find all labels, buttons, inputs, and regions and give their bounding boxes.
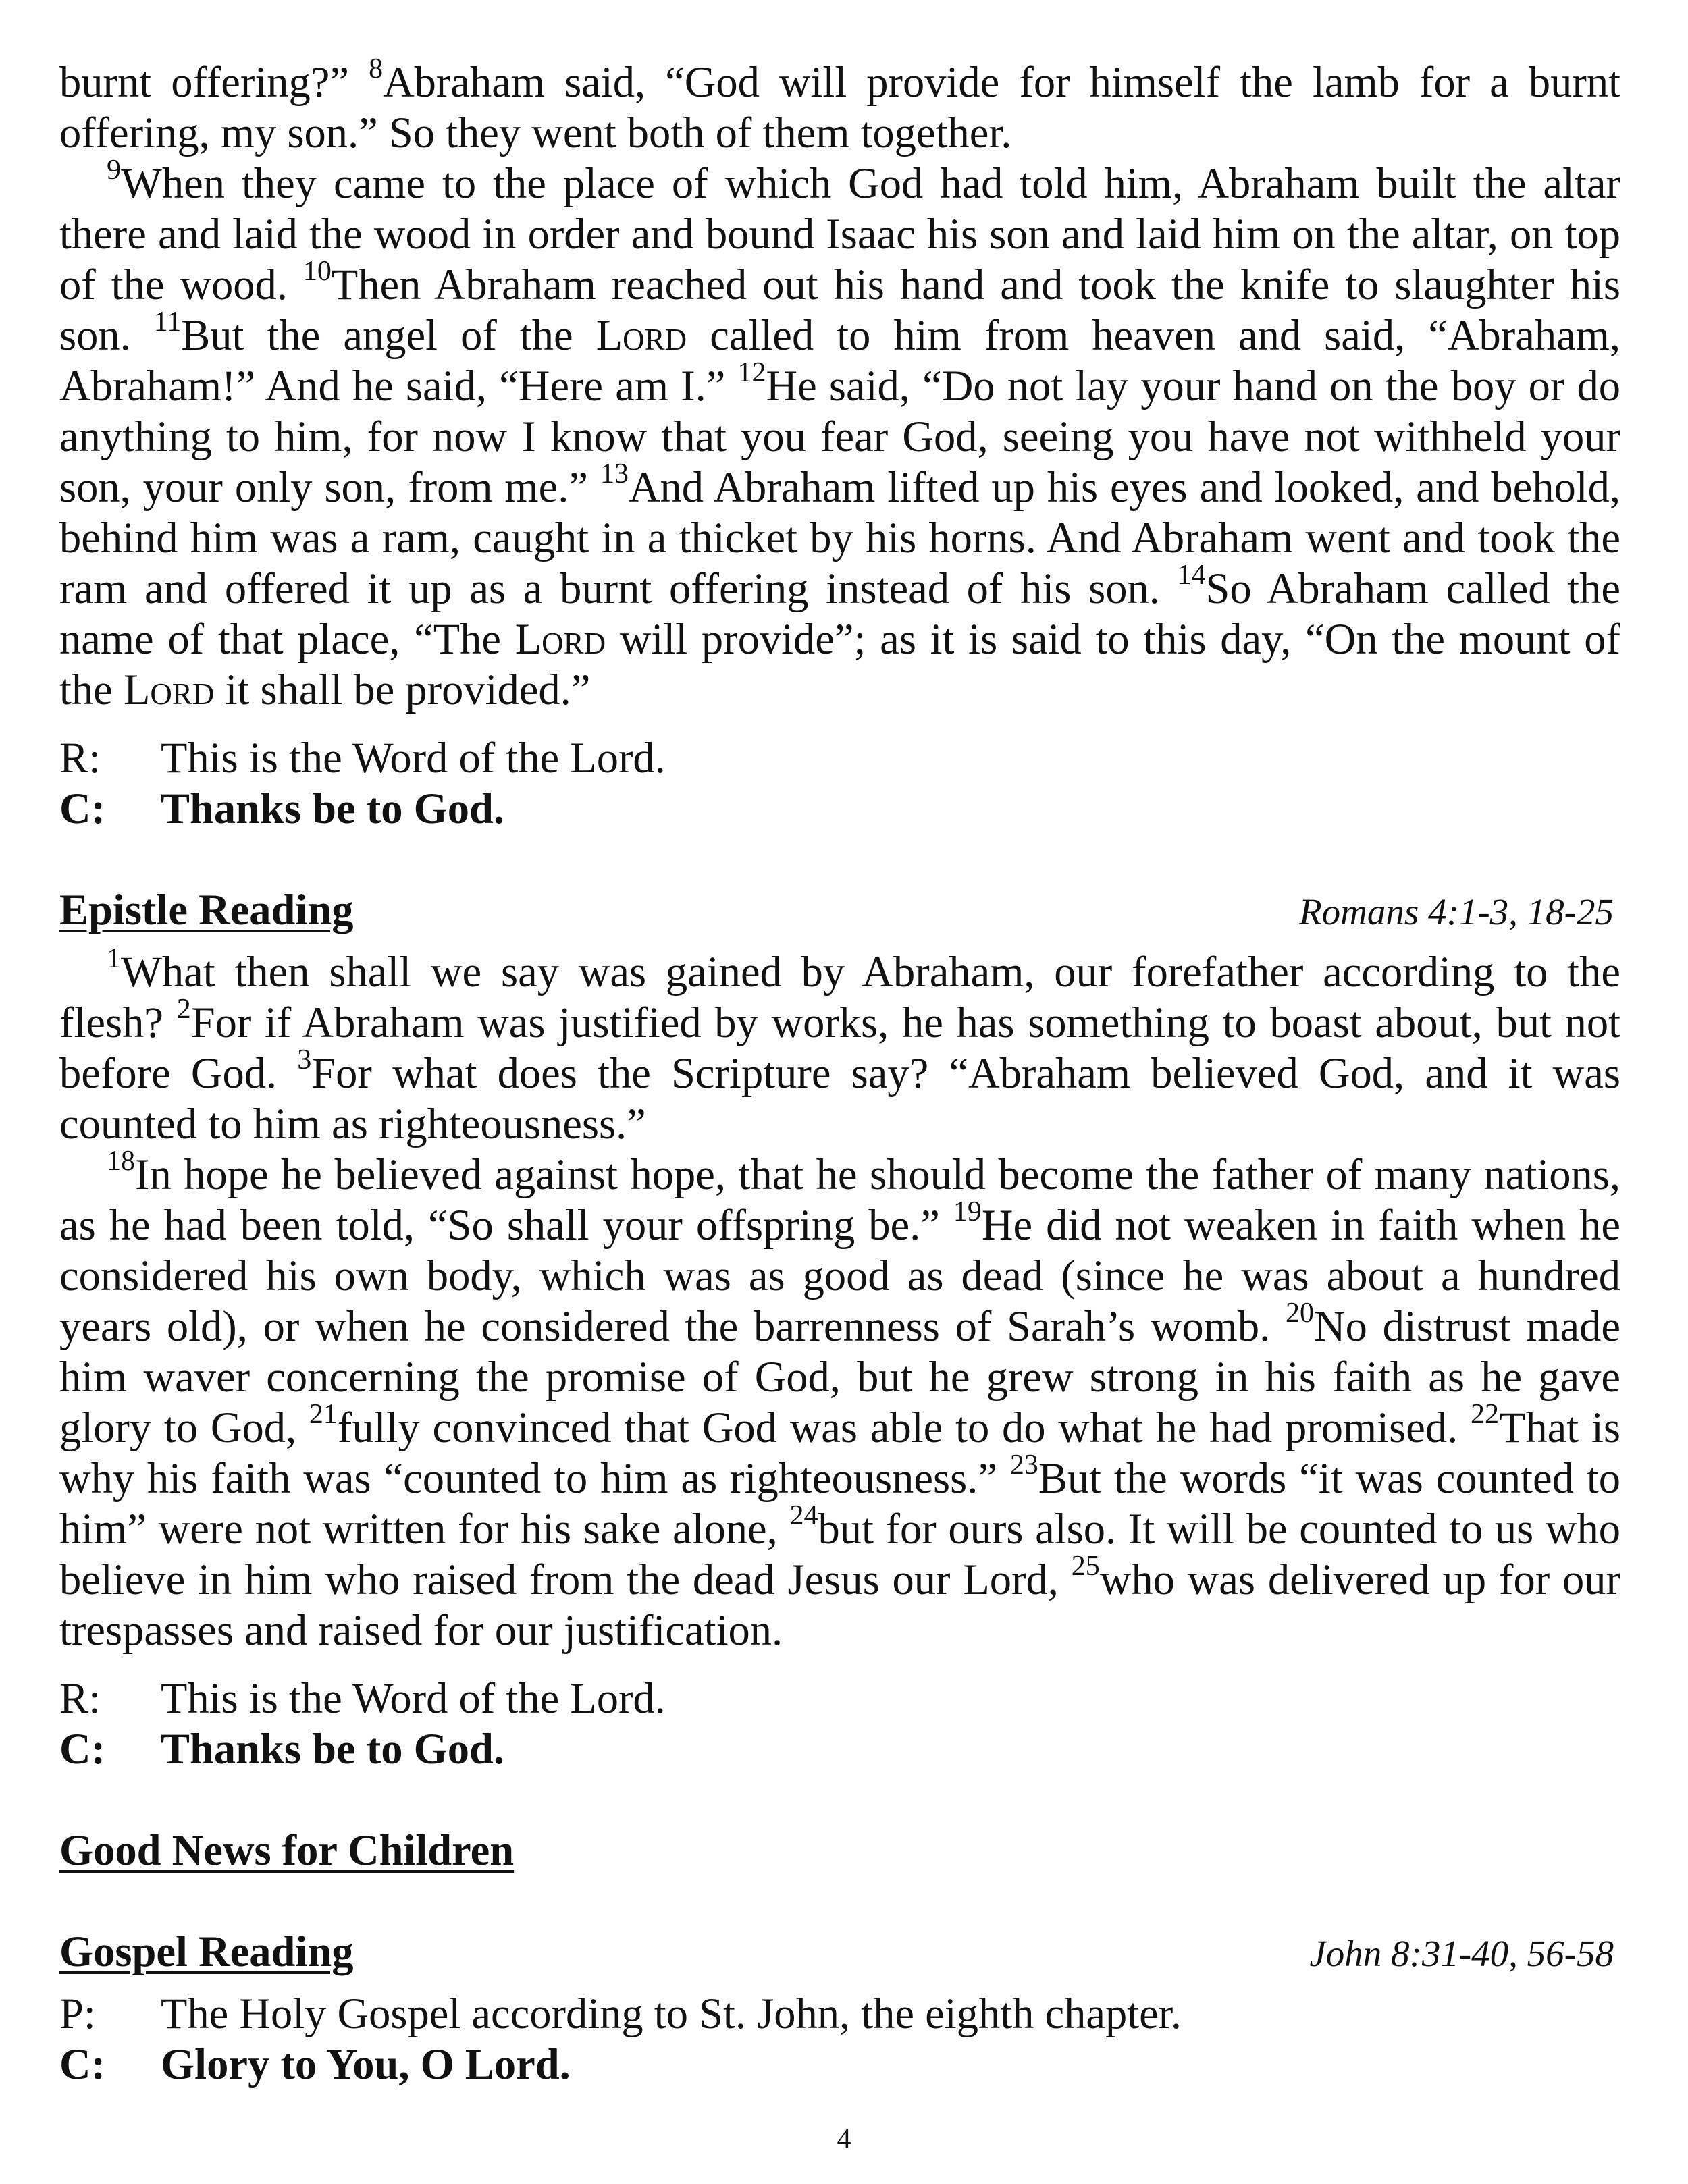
verse-number: 3 [297, 1044, 312, 1075]
congregation-text: Glory to You, O Lord. [161, 2040, 571, 2088]
ot-paragraph-1 [59, 53, 1620, 158]
reader-line [59, 733, 1620, 783]
verse-number: 8 [369, 53, 384, 84]
page-number: 4 [837, 2124, 851, 2155]
verse-text: For if Abraham was justified by works, he has something to boast about, but not before God. [59, 998, 1620, 1097]
verse-text: Then Abraham reached out his hand and took the knife to slaughter his son. [59, 261, 1620, 359]
congregation-text: Thanks be to God. [161, 1725, 505, 1773]
verse-text: but for ours also. It will be counted to us who believe in him who raised from the dead Jesus our Lord, [59, 1505, 1620, 1603]
reader-text: This is the Word of the Lord. [161, 1674, 666, 1722]
verse-text: who was delivered up for our trespasses and raised for our justification. [59, 1555, 1620, 1654]
gospel-heading [59, 1926, 1620, 1979]
verse-text: But the words “it was counted to him” were not written for his sake alone, [59, 1454, 1620, 1553]
epistle-paragraph-1 [59, 943, 1620, 1149]
epistle-response [59, 1673, 1620, 1774]
verse-text: That is why his faith was “counted to him as righteousness.” [59, 1404, 1620, 1502]
pastor-line [59, 1988, 1620, 2039]
congregation-text: Thanks be to God. [161, 784, 505, 832]
verse-number: 19 [953, 1196, 982, 1227]
reading-column [59, 53, 1621, 2089]
verse-number: 24 [789, 1500, 818, 1531]
verse-number: 18 [107, 1146, 135, 1177]
verse-text: burnt offering?” [59, 58, 369, 106]
verse-text: will provide”; as it is said to this day, “On the mount of the [59, 615, 1620, 714]
speaker-label: C: [59, 1725, 106, 1773]
verse-number: 21 [309, 1399, 338, 1430]
gospel-response [59, 1988, 1620, 2089]
verse-text: No distrust made him waver concerning the promise of God, but he grew strong in his faith as he gave glory to God, [59, 1302, 1620, 1451]
verse-text: it shall be provided.” [214, 666, 591, 714]
scripture-reference: Romans 4:1-3, 18-25 [1299, 891, 1614, 932]
congregation-line [59, 1724, 1620, 1774]
congregation-line [59, 2039, 1620, 2089]
scripture-reference: John 8:31-40, 56-58 [1309, 1933, 1614, 1974]
congregation-line [59, 783, 1620, 834]
lord-small-caps: Lord [123, 666, 215, 714]
verse-number: 25 [1071, 1551, 1100, 1582]
verse-number: 11 [153, 307, 182, 338]
speaker-label: C: [59, 2040, 106, 2088]
pastor-text: The Holy Gospel according to St. John, the eighth chapter. [161, 1990, 1182, 2037]
verse-text: So Abraham called the name of that place, “The [59, 564, 1620, 663]
speaker-label: C: [59, 784, 106, 832]
verse-text: For what does the Scripture say? “Abraham believed God, and it was counted to him as righteousness.” [59, 1049, 1620, 1148]
verse-number: 13 [600, 458, 629, 489]
verse-number: 12 [737, 357, 766, 388]
verse-number: 9 [107, 155, 121, 186]
verse-number: 1 [107, 943, 121, 974]
verse-number: 2 [176, 994, 191, 1025]
children-heading [59, 1825, 1620, 1875]
verse-number: 22 [1470, 1399, 1499, 1430]
section-title: Epistle Reading [59, 886, 354, 934]
section-title: Gospel Reading [59, 1927, 354, 1975]
verse-text: When they came to the place of which God had told him, Abraham built the altar there and laid the wood in order and bound Isaac his son and laid him on the altar, on top of the wood. [59, 159, 1620, 309]
speaker-label: P: [59, 1990, 96, 2037]
verse-number: 10 [302, 256, 332, 287]
verse-text: He did not weaken in faith when he considered his own body, which was as good as dead (since he was about a hundred years old), or when he considered the barrenness of Sarah’s womb. [59, 1201, 1620, 1350]
section-title: Good News for Children [59, 1826, 515, 1874]
verse-text: What then shall we say was gained by Abraham, our forefather according to the flesh? [59, 948, 1620, 1046]
lord-small-caps: Lord [515, 615, 606, 663]
reader-text: This is the Word of the Lord. [161, 734, 666, 782]
epistle-paragraph-2 [59, 1146, 1620, 1655]
speaker-label: R: [59, 734, 101, 782]
verse-number: 23 [1009, 1449, 1038, 1481]
verse-text: He said, “Do not lay your hand on the boy or do anything to him, for now I know that you fear God, seeing you have not withheld your son, your only son, from me.” [59, 362, 1620, 511]
verse-text: In hope he believed against hope, that he should become the father of many nations, as he had been told, “So shall your offspring be.” [59, 1150, 1620, 1249]
verse-text: Abraham said, “God will provide for himself the lamb for a burnt offering, my son.” So they went both of them together. [59, 58, 1620, 157]
verse-text: fully convinced that God was able to do what he had promised. [337, 1404, 1471, 1451]
verse-text: called to him from heaven and said, “Abraham, Abraham!” And he said, “Here am I.” [59, 311, 1621, 410]
epistle-heading [59, 884, 1620, 937]
verse-text: But the angel of the [181, 311, 596, 359]
ot-response [59, 733, 1620, 834]
verse-text: And Abraham lifted up his eyes and looked, and behold, behind him was a ram, caught in a thicket by his horns. And Abraham went and took the ram and offered it up as a burnt offering instead of his son. [59, 463, 1621, 612]
reader-line [59, 1673, 1620, 1724]
ot-paragraph-2 [59, 155, 1621, 715]
verse-number: 14 [1177, 560, 1206, 591]
verse-number: 20 [1285, 1298, 1314, 1329]
lord-small-caps: Lord [596, 311, 687, 359]
speaker-label: R: [59, 1674, 101, 1722]
